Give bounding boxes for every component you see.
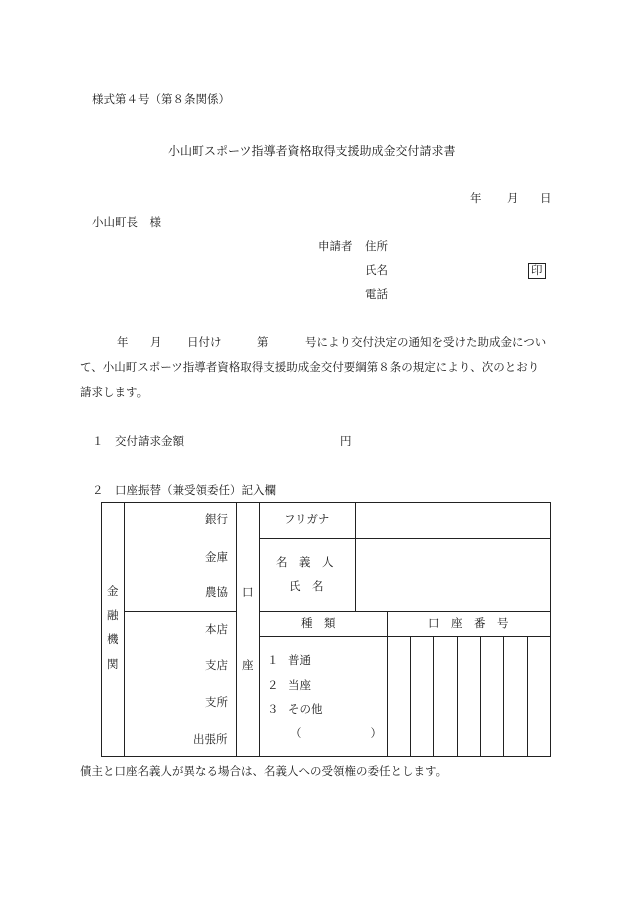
- account-type-header: 種 類: [301, 616, 336, 630]
- kinyu-char: 機: [107, 632, 119, 646]
- applicant-name-label[interactable]: 氏名: [365, 263, 388, 277]
- branch-type-shiten[interactable]: 支店: [205, 658, 228, 672]
- body-line3: 請求します。: [80, 385, 149, 399]
- kinyu-char: 関: [107, 657, 119, 671]
- account-number-header: 口 座 番 号: [428, 616, 509, 630]
- branch-type-shutchojo[interactable]: 出張所: [193, 732, 228, 746]
- body-month: 月: [150, 335, 162, 349]
- bank-type-bank[interactable]: 銀行: [205, 512, 228, 526]
- koza-char: 座: [242, 658, 254, 672]
- type-option-number: ３: [267, 702, 279, 716]
- holder-name-input[interactable]: [356, 539, 550, 610]
- body-line2: て、小山町スポーツ指導者資格取得支援助成金交付要綱第８条の規定により、次のとおり: [80, 360, 540, 374]
- seal-mark: 印: [528, 263, 546, 279]
- type-option-futsu[interactable]: 普通: [288, 653, 311, 667]
- applicant-phone-label[interactable]: 電話: [365, 287, 388, 301]
- branch-type-shisho[interactable]: 支所: [205, 695, 228, 709]
- bank-type-shinkin[interactable]: 金庫: [205, 550, 228, 564]
- item1-label: 交付請求金額: [115, 434, 184, 448]
- body-year: 年: [117, 335, 129, 349]
- body-dai: 第: [257, 335, 269, 349]
- date-day[interactable]: 日: [540, 191, 552, 205]
- addressee: 小山町長 様: [92, 215, 161, 229]
- item2-number: ２: [92, 483, 104, 497]
- date-month[interactable]: 月: [507, 191, 519, 205]
- branch-type-honten[interactable]: 本店: [205, 622, 228, 636]
- body-line1-tail: 号により交付決定の通知を受けた助成金につい: [305, 335, 547, 349]
- type-option-toza[interactable]: 当座: [288, 678, 311, 692]
- type-option-number: ２: [267, 678, 279, 692]
- kinyu-char: 融: [107, 608, 119, 622]
- other-type-paren[interactable]: （ ）: [290, 726, 382, 740]
- bank-type-nokyo[interactable]: 農協: [205, 585, 228, 599]
- type-option-number: １: [267, 653, 279, 667]
- applicant-address-label[interactable]: 住所: [365, 239, 388, 253]
- holder-name-label: 氏 名: [289, 579, 324, 593]
- furigana-label: フリガナ: [284, 512, 330, 526]
- document-title: 小山町スポーツ指導者資格取得支援助成金交付請求書: [168, 144, 456, 158]
- date-year[interactable]: 年: [470, 191, 482, 205]
- applicant-label: 申請者: [318, 239, 353, 253]
- holder-label: 名 義 人: [276, 555, 334, 569]
- body-dated: 日付け: [187, 335, 222, 349]
- item2-label: 口座振替（兼受領委任）記入欄: [115, 483, 276, 497]
- item1-unit: 円: [340, 434, 352, 448]
- item1-number: １: [92, 434, 104, 448]
- type-option-other[interactable]: その他: [288, 702, 323, 716]
- kinyu-char: 金: [107, 584, 119, 598]
- footnote: 債主と口座名義人が異なる場合は、名義人への受領権の委任とします。: [80, 764, 448, 778]
- form-number: 様式第４号（第８条関係）: [92, 92, 230, 106]
- koza-char: 口: [242, 585, 254, 599]
- furigana-input[interactable]: [356, 503, 550, 537]
